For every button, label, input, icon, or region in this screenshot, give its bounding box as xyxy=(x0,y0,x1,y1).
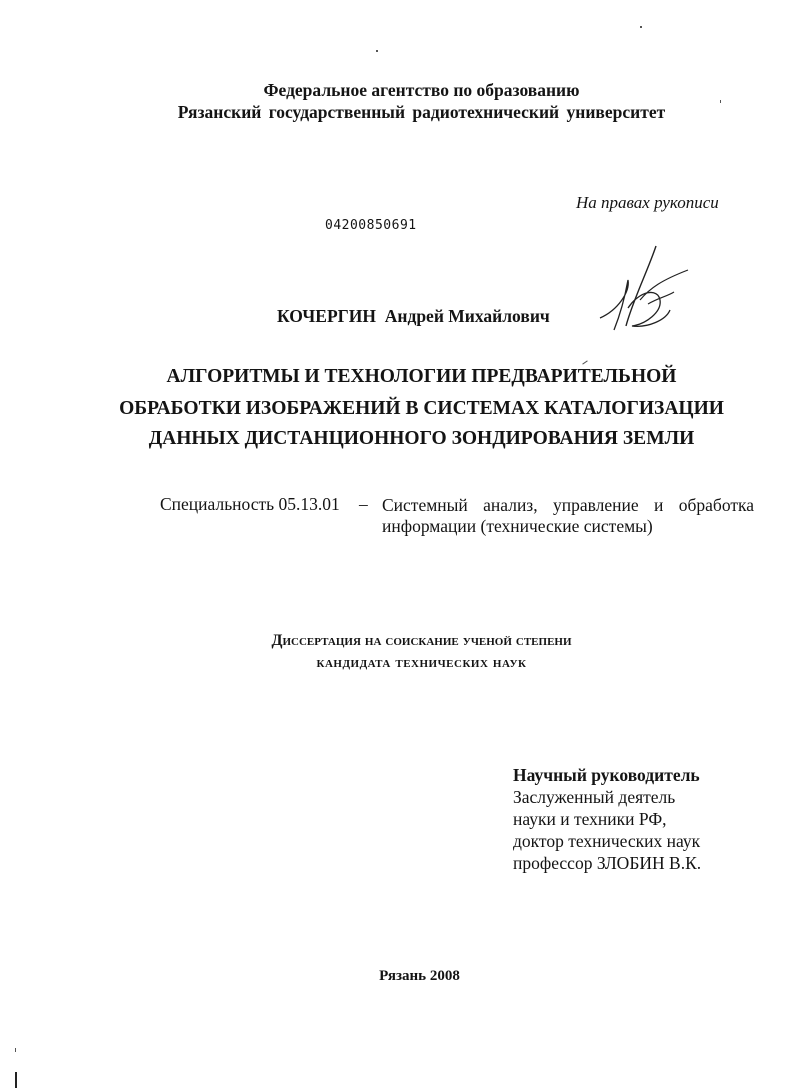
supervisor-line: профессор ЗЛОБИН В.К. xyxy=(513,853,702,873)
supervisor-line: Заслуженный деятель xyxy=(513,787,676,807)
specialty-dash: – xyxy=(359,494,368,514)
supervisor-line: доктор технических наук xyxy=(513,831,701,851)
specialty-description-line-1: Системный анализ, управление и обработка xyxy=(382,495,754,515)
thesis-title-line-2: ОБРАБОТКИ ИЗОБРАЖЕНИЙ В СИСТЕМАХ КАТАЛОГИЗАЦИИ xyxy=(119,398,724,419)
agency-name: Федеральное агентство по образованию xyxy=(263,80,580,100)
scan-speck xyxy=(640,26,642,28)
author-name xyxy=(277,306,550,327)
university-name: Рязанский государственный радиотехнический университет xyxy=(177,102,666,122)
dissertation-type-line-2: кандидата технических наук xyxy=(316,654,527,671)
registration-code: 04200850691 xyxy=(325,218,417,233)
specialty-description-line-2: информации (технические системы) xyxy=(382,516,653,536)
scan-speck xyxy=(376,50,378,52)
scan-speck xyxy=(582,360,587,364)
manuscript-note: На правах рукописи xyxy=(576,193,719,212)
signature-icon xyxy=(588,240,698,340)
specialty-label: Специальность 05.13.01 xyxy=(160,494,340,514)
supervisor-line: науки и техники РФ, xyxy=(513,809,667,829)
author-given-names: Андрей Михайлович xyxy=(384,306,550,326)
scan-speck xyxy=(720,100,721,103)
thesis-title-line-1: АЛГОРИТМЫ И ТЕХНОЛОГИИ ПРЕДВАРИТЕЛЬНОЙ xyxy=(166,366,677,387)
thesis-title-line-3: ДАННЫХ ДИСТАНЦИОННОГО ЗОНДИРОВАНИЯ ЗЕМЛИ xyxy=(148,428,695,449)
scan-speck xyxy=(15,1048,16,1052)
city-year: Рязань 2008 xyxy=(379,968,460,984)
scan-speck xyxy=(15,1072,17,1088)
dissertation-type-line-1: Диссертация на соискание ученой степени xyxy=(271,632,572,649)
author-surname: КОЧЕРГИН xyxy=(277,306,376,326)
supervisor-block xyxy=(513,764,701,874)
supervisor-heading: Научный руководитель xyxy=(513,765,700,785)
